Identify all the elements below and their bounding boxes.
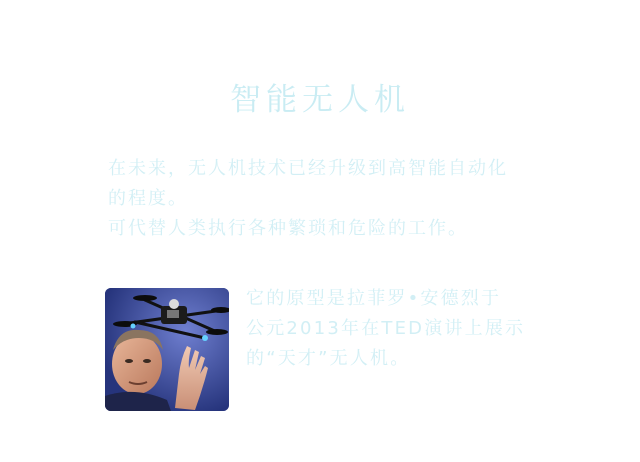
drone-demo-photo-icon [105,288,229,411]
caption-line: 的“天才”无人机。 [246,348,411,369]
intro-line: 在未来，无人机技术已经升级到高智能自动化 [108,158,508,179]
photo-caption [246,284,546,374]
caption-line: 它的原型是拉菲罗•安德烈于 [246,288,502,309]
caption-line: 公元2013年在TED演讲上展示 [246,318,526,339]
intro-line: 可代替人类执行各种繁琐和危险的工作。 [108,218,468,239]
intro-line: 的程度。 [108,188,188,209]
drone-demo-photo [105,288,229,411]
page-title: 智能无人机 [230,82,410,118]
intro-paragraph [108,154,548,244]
